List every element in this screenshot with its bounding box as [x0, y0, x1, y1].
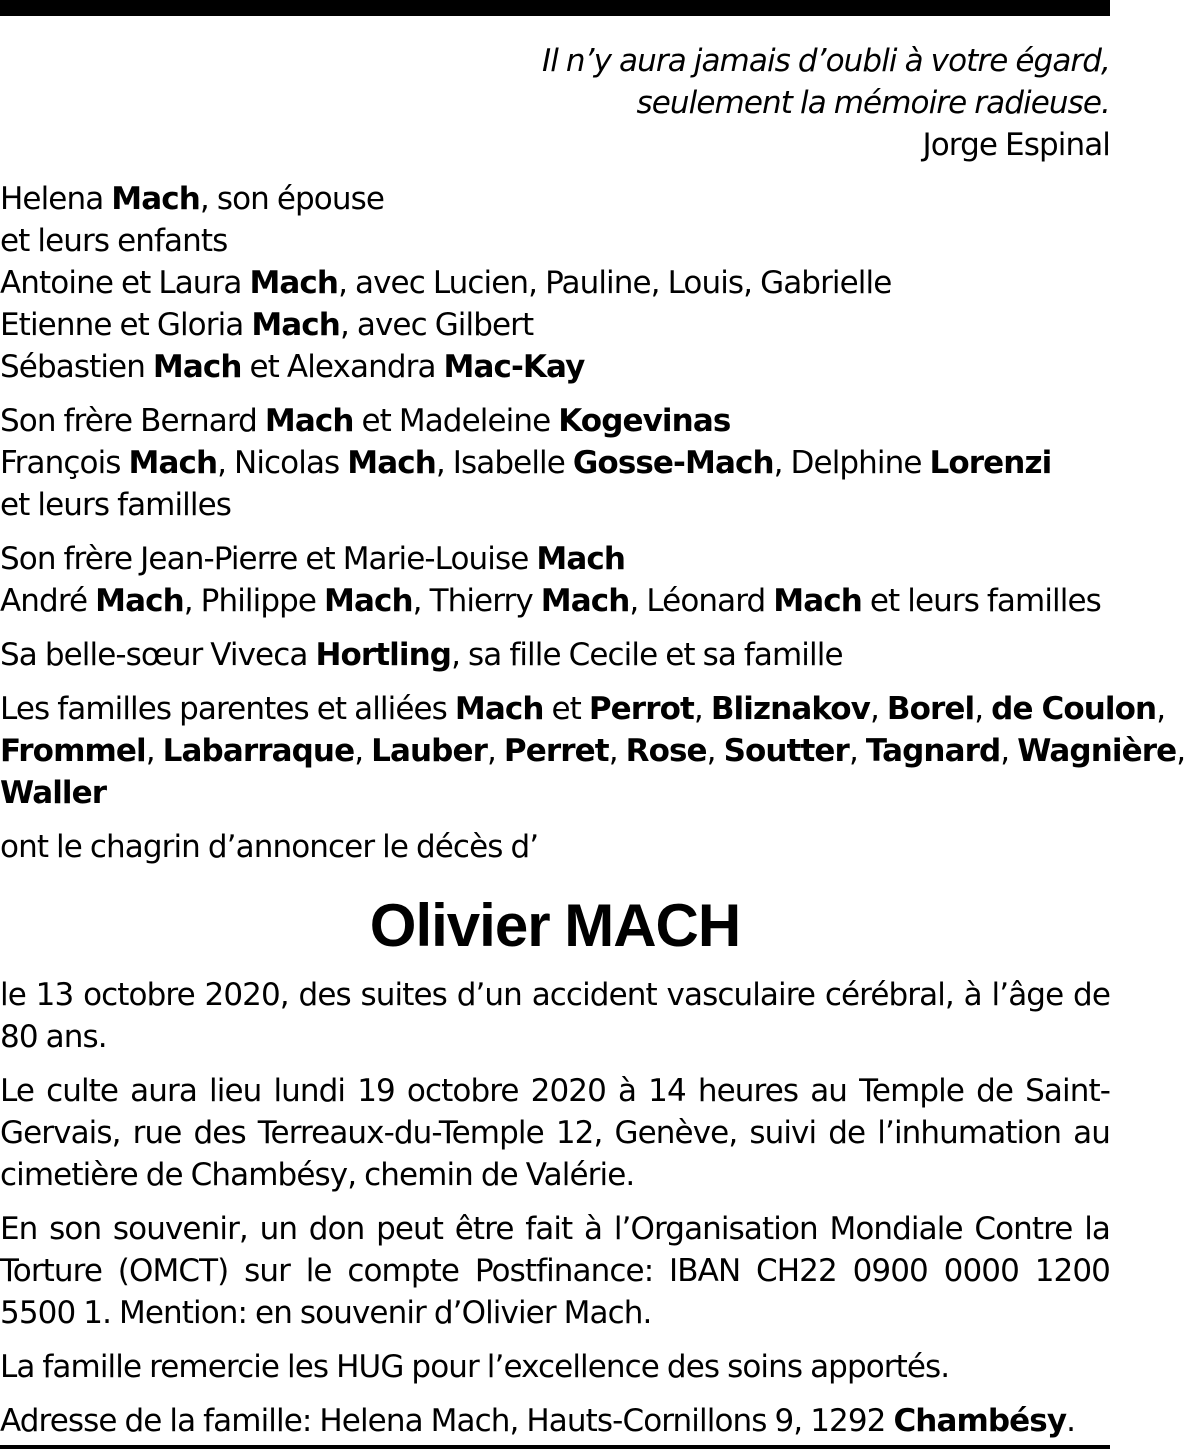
- text: ,: [487, 733, 504, 769]
- surname: Mach: [773, 583, 862, 619]
- text: , Nicolas: [217, 445, 348, 481]
- epigraph: [0, 40, 1110, 166]
- family-group-brother-jean-pierre: [0, 538, 1110, 622]
- family-line: [0, 304, 1110, 346]
- family-line: [0, 262, 1110, 304]
- family-line: [0, 772, 1110, 814]
- text: , son épouse: [199, 181, 385, 217]
- bottom-border-rule: [0, 1445, 1110, 1449]
- text: Adresse de la famille: Helena Mach, Hauts-Cornillons 9, 1292: [0, 1403, 894, 1439]
- surname: Mach: [128, 445, 218, 481]
- thanks-paragraph: La famille remercie les HUG pour l’excellence des soins apportés.: [0, 1349, 950, 1385]
- text: Son frère Jean-Pierre et Marie-Louise: [0, 541, 537, 577]
- family-group-brother-bernard: [0, 400, 1110, 526]
- surname: de Coulon: [991, 691, 1157, 727]
- family-line: [0, 442, 1110, 484]
- service-details-paragraph: Le culte aura lieu lundi 19 octobre 2020 à 14 heures au Temple de Saint-Gervais, rue des Terreaux-du-Temple 12, Genève, suivi de l’inhumation au cimetière de Chambésy, chemin de Valérie.: [0, 1073, 1110, 1193]
- text: , Isabelle: [435, 445, 573, 481]
- text: Son frère Bernard: [0, 403, 265, 439]
- text: ,: [869, 691, 887, 727]
- surname: Mach: [152, 349, 242, 385]
- surname: Waller: [0, 775, 107, 811]
- town: Chambésy: [893, 1403, 1067, 1439]
- epigraph-line-1: Il n’y aura jamais d’oubli à votre égard,: [542, 43, 1110, 79]
- text: Les familles parentes et alliées: [0, 691, 455, 727]
- text: , Léonard: [629, 583, 774, 619]
- text: ,: [1176, 733, 1185, 769]
- family-line: [0, 730, 1185, 772]
- text: , avec Gilbert: [339, 307, 534, 343]
- text: ,: [693, 691, 711, 727]
- family-address: [0, 1400, 1110, 1442]
- text: ,: [354, 733, 372, 769]
- text: Sa belle-sœur Viveca: [0, 637, 316, 673]
- text: ,: [706, 733, 724, 769]
- deceased-name: Olivier MACH: [369, 892, 741, 959]
- surname: Bliznakov: [710, 691, 870, 727]
- surname: Gosse-Mach: [572, 445, 774, 481]
- surname: Kogevinas: [558, 403, 731, 439]
- text: , avec Lucien, Pauline, Louis, Gabrielle: [338, 265, 892, 301]
- surname: Mach: [536, 541, 626, 577]
- obituary-notice: [0, 40, 1185, 1442]
- surname: Labarraque: [162, 733, 355, 769]
- text: Sébastien: [0, 349, 153, 385]
- family-group-spouse-children: [0, 178, 1110, 388]
- surname: Lauber: [371, 733, 487, 769]
- announcement-text: ont le chagrin d’annoncer le décès d’: [0, 829, 539, 865]
- surname: Lorenzi: [929, 445, 1052, 481]
- surname: Mach: [95, 583, 184, 619]
- family-line: [0, 580, 1110, 622]
- family-line: [0, 346, 1110, 388]
- surname: Mach: [347, 445, 436, 481]
- text: et leurs familles: [861, 583, 1101, 619]
- text: ,: [1000, 733, 1018, 769]
- text: et Madeleine: [353, 403, 559, 439]
- text: François: [0, 445, 129, 481]
- text: .: [1066, 1403, 1076, 1439]
- text: ,: [145, 733, 163, 769]
- epigraph-author: Jorge Espinal: [922, 127, 1110, 163]
- family-line: [0, 400, 1110, 442]
- surname: Mach: [454, 691, 544, 727]
- surname: Mach: [249, 265, 339, 301]
- text: ,: [974, 691, 992, 727]
- family-group-sister-in-law: [0, 634, 1110, 676]
- family-line: et leurs familles: [0, 487, 232, 523]
- surname: Mac-Kay: [443, 349, 585, 385]
- text: , Thierry: [412, 583, 541, 619]
- surname: Perrot: [588, 691, 694, 727]
- text: André: [0, 583, 96, 619]
- death-details-paragraph: le 13 octobre 2020, des suites d’un accident vasculaire cérébral, à l’âge de 80 ans.: [0, 977, 1110, 1055]
- surname: Mach: [540, 583, 630, 619]
- surname: Borel: [886, 691, 975, 727]
- surname: Soutter: [723, 733, 849, 769]
- family-line: [0, 688, 1166, 730]
- surname: Tagnard: [865, 733, 1001, 769]
- text: , Delphine: [773, 445, 930, 481]
- top-border-rule: [0, 0, 1110, 16]
- text: ,: [848, 733, 866, 769]
- text: Helena: [0, 181, 112, 217]
- surname: Perret: [503, 733, 609, 769]
- surname: Wagnière: [1017, 733, 1177, 769]
- surname: Mach: [111, 181, 200, 217]
- family-line: [0, 538, 1110, 580]
- family-group-relatives: [0, 688, 1185, 814]
- surname: Mach: [251, 307, 340, 343]
- surname: Hortling: [315, 637, 452, 673]
- surname: Rose: [625, 733, 707, 769]
- text: Antoine et Laura: [0, 265, 250, 301]
- text: ,: [1156, 691, 1166, 727]
- epigraph-line-2: seulement la mémoire radieuse.: [636, 85, 1110, 121]
- text: Etienne et Gloria: [0, 307, 252, 343]
- family-line: et leurs enfants: [0, 223, 228, 259]
- surname: Mach: [264, 403, 354, 439]
- family-line: [0, 634, 1110, 676]
- text: et: [543, 691, 589, 727]
- donation-paragraph: En son souvenir, un don peut être fait à l’Organisation Mondiale Contre la Torture (OMCT) sur le compte Postfinance: IBAN CH22 0900 0000 1200 5500 1. Mention: en souvenir d’Olivier Mach.: [0, 1211, 1110, 1331]
- text: , sa fille Cecile et sa famille: [451, 637, 843, 673]
- text: ,: [608, 733, 626, 769]
- surname: Frommel: [0, 733, 146, 769]
- text: et Alexandra: [241, 349, 444, 385]
- surname: Mach: [324, 583, 413, 619]
- text: , Philippe: [183, 583, 325, 619]
- family-line: [0, 178, 1110, 220]
